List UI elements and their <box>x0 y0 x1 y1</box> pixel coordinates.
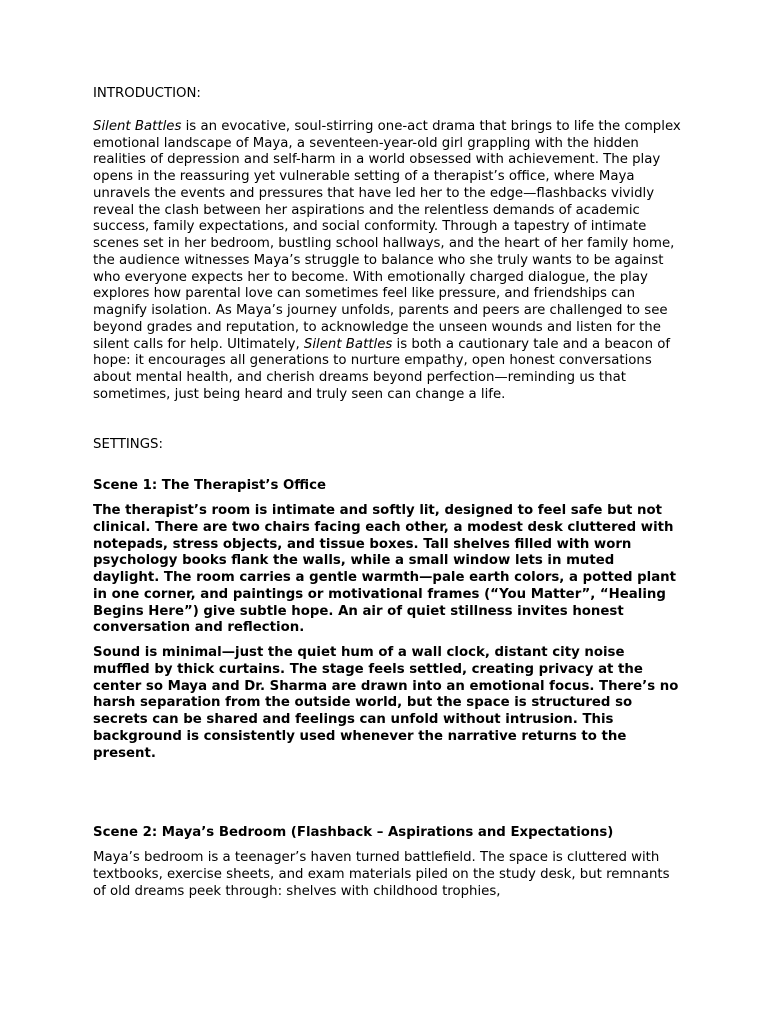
play-title-repeat: Silent Battles <box>303 336 393 352</box>
scene2-paragraph-1: Maya’s bedroom is a teenager’s haven turned battlefield. The space is cluttered with textbooks, exercise sheets, and exam materials piled on the study desk, but remnants of old dreams peek through: shelves with childhood trophies, <box>93 850 670 899</box>
scene1-paragraph-2: Sound is minimal—just the quiet hum of a wall clock, distant city noise muffled by thick curtains. The stage feels settled, creating privacy at the center so Maya and Dr. Sharma are drawn into an emotional focus. There’s no harsh separation from the outside world, but the space is structured so secrets can be shared and feelings can unfold without intrusion. This background is consistently used whenever the narrative returns to the present. <box>93 645 679 761</box>
introduction-heading: INTRODUCTION: <box>93 86 201 101</box>
settings-heading: SETTINGS: <box>93 436 163 452</box>
introduction-text-part2: is both a cautionary tale and a beacon of hope: it encourages all generations to nurture empathy, open honest conversations about mental health, and cherish dreams beyond perfection—reminding us that sometimes, just being heard and truly seen can change a life. <box>93 336 671 402</box>
document-page <box>93 86 683 900</box>
scene1-paragraph-1: The therapist’s room is intimate and softly lit, designed to feel safe but not clinical. There are two chairs facing each other, a modest desk cluttered with notepads, stress objects, and tissue boxes. Tall shelves filled with worn psychology books flank the walls, while a small window lets in muted daylight. The room carries a gentle warmth—pale earth colors, a potted plant in one corner, and paintings or motivational frames (“You Matter”, “Healing Begins Here”) give subtle hope. An air of quiet stillness invites honest conversation and reflection. <box>93 503 676 636</box>
scene2-heading: Scene 2: Maya’s Bedroom (Flashback – Aspirations and Expectations) <box>93 825 614 841</box>
introduction-paragraph <box>93 119 683 404</box>
play-title: Silent Battles <box>93 118 182 134</box>
scene1-heading: Scene 1: The Therapist’s Office <box>93 478 327 494</box>
introduction-text-part1: is an evocative, soul-stirring one-act drama that brings to life the complex emotional landscape of Maya, a seventeen-year-old girl grappling with the hidden realities of depression and self-harm in a world obsessed with achievement. The play opens in the reassuring yet vulnerable setting of a therapist’s office, where Maya unravels the events and pressures that have led her to the edge—flashbacks vividly reveal the clash between her aspirations and the relentless demands of academic success, family expectations, and social conformity. Through a tapestry of intimate scenes set in her bedroom, bustling school hallways, and the heart of her family home, the audience witnesses Maya’s struggle to balance who she truly wants to be against who everyone expects her to become. With emotionally charged dialogue, the play explores how parental love can sometimes feel like pressure, and friendships can magnify isolation. As Maya’s journey unfolds, parents and peers are challenged to see beyond grades and reputation, to acknowledge the unseen wounds and listen for the silent calls for help. Ultimately, <box>93 118 681 352</box>
